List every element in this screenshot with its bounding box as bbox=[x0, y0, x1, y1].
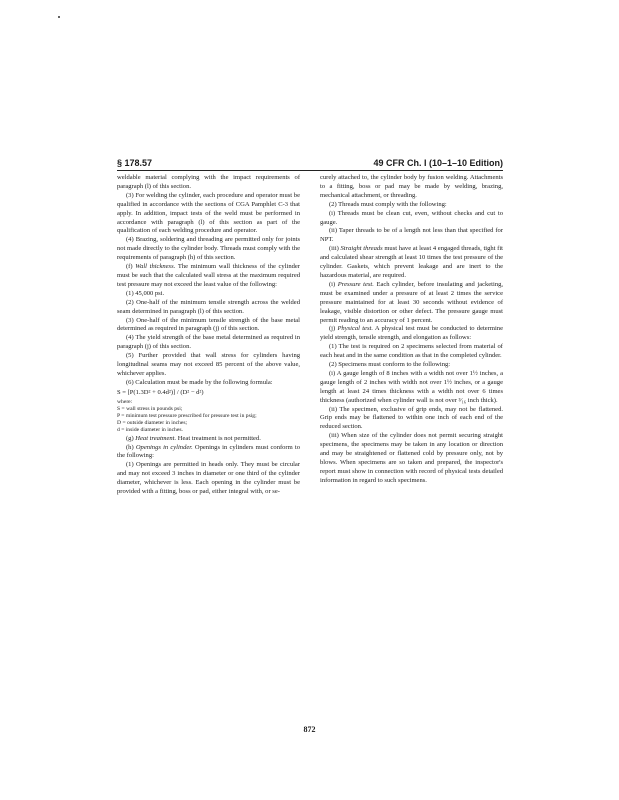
right-column bbox=[320, 174, 503, 486]
page-number: 872 bbox=[303, 725, 316, 734]
paragraph: d = inside diameter in inches. bbox=[117, 427, 183, 434]
paragraph: (f) Wall thickness. The minimum wall thickness of the cylinder must be such that the calculated wall stress at the maximum required test pressure may not exceed the least value of the following: bbox=[117, 263, 300, 288]
paragraph: (i) Threads must be clean cut, even, without checks and cut to gauge. bbox=[320, 209, 503, 226]
paragraph: (iii) When size of the cylinder does not permit securing straight specimens, the specimens may be taken in any location or direction and may be straightened or flattened cold by pressure only, not by blows. When specimens are so taken and prepared, the inspector's report must show in connection with record of physical tests detailed information in regard to such specimens. bbox=[320, 432, 503, 484]
header-rule bbox=[117, 170, 503, 171]
paragraph: P = minimum test pressure prescribed for pressure test in psig; bbox=[117, 413, 257, 420]
header-title: 49 CFR Ch. I (10–1–10 Edition) bbox=[373, 158, 503, 168]
paragraph: (h) Openings in cylinder. Openings in cylinders must conform to the following: bbox=[117, 443, 300, 460]
paragraph: (3) For welding the cylinder, each procedure and operator must be qualified in accordance with the sections of CGA Pamphlet C-3 that apply. In addition, impact tests of the weld must be performed in accordance with paragraph (l) of this section as part of the qualification of each welding procedure and operator. bbox=[117, 191, 300, 235]
paragraph: (i) Pressure test. Each cylinder, before insulating and jacketing, must be examined under a pressure of at least 2 times the service pressure maintained for at least 30 seconds without evidence of leakage, visible distortion or other defect. The pressure gauge must permit reading to an accuracy of 1 percent. bbox=[320, 280, 504, 324]
paragraph: (j) Physical test. A physical test must be conducted to determine yield strength, tensile strength, and elongation as follows: bbox=[320, 325, 503, 342]
paragraph: (4) The yield strength of the base metal determined as required in paragraph (j) of this section. bbox=[117, 334, 300, 351]
paragraph: S = [P(1.3D² + 0.4d²)] / (D² − d²) bbox=[117, 388, 204, 396]
paragraph: (2) Specimens must conform to the following: bbox=[329, 361, 451, 369]
paragraph: (4) Brazing, soldering and threading are permitted only for joints not made directly to the cylinder body. Threads must comply with the requirements of paragraph (h) of this section. bbox=[117, 236, 300, 262]
paragraph: (1) 45,000 psi. bbox=[126, 289, 165, 297]
paragraph: (1) The test is required on 2 specimens selected from material of each heat and in the same condition as that in the completed cylinder. bbox=[320, 343, 503, 360]
left-column bbox=[117, 174, 300, 497]
paragraph: curely attached to, the cylinder body by fusion welding. Attachments to a fitting, boss or pad may be made by welding, brazing, mechanical attachment, or threading. bbox=[320, 174, 503, 199]
paragraph: (ii) The specimen, exclusive of grip ends, may not be flattened. Grip ends may be flattened to within one inch of each end of the reduced section. bbox=[320, 405, 503, 431]
paragraph: (iii) Straight threads must have at least 4 engaged threads, tight fit and calculated shear strength at least 10 times the test pressure of the cylinder. Gaskets, which prevent leakage and are inert to the hazardous material, are required. bbox=[320, 245, 503, 279]
paragraph: (5) Further provided that wall stress for cylinders having longitudinal seams may not exceed 85 percent of the above value, whichever applies. bbox=[117, 352, 300, 377]
scan-speck bbox=[58, 16, 60, 18]
section-number: § 178.57 bbox=[117, 158, 153, 168]
paragraph: (2) One-half of the minimum tensile strength across the welded seam determined in paragraph (l) of this section. bbox=[117, 298, 300, 315]
paragraph: (6) Calculation must be made by the following formula: bbox=[126, 378, 273, 386]
paragraph: where: bbox=[117, 398, 133, 405]
paragraph: (3) One-half of the minimum tensile strength of the base metal determined as required in paragraph (j) of this section. bbox=[117, 316, 300, 333]
paragraph: weldable material complying with the impact requirements of paragraph (l) of this section. bbox=[117, 174, 300, 190]
paragraph: S = wall stress in pounds psi; bbox=[117, 405, 183, 412]
paragraph: (2) Threads must comply with the following: bbox=[329, 200, 447, 208]
paragraph: D = outside diameter in inches; bbox=[117, 420, 188, 427]
paragraph: (ii) Taper threads to be of a length not less than that specified for NPT. bbox=[320, 227, 503, 244]
paragraph: (i) A gauge length of 8 inches with a width not over 1½ inches, a gauge length of 2 inches with width not over 1½ inches, or a gauge length at least 24 times thickness with a width not over 6 times thickness (authorized when cylinder wall is not over ³⁄₁₆ inch thick). bbox=[320, 369, 503, 404]
paragraph: (g) Heat treatment. Heat treatment is not permitted. bbox=[126, 434, 261, 442]
paragraph: (1) Openings are permitted in heads only. They must be circular and may not exceed 3 inches in diameter or one third of the cylinder diameter, whichever is less. Each opening in the cylinder must be provided with a fitting, boss or pad, either integral with, or se- bbox=[117, 461, 300, 496]
